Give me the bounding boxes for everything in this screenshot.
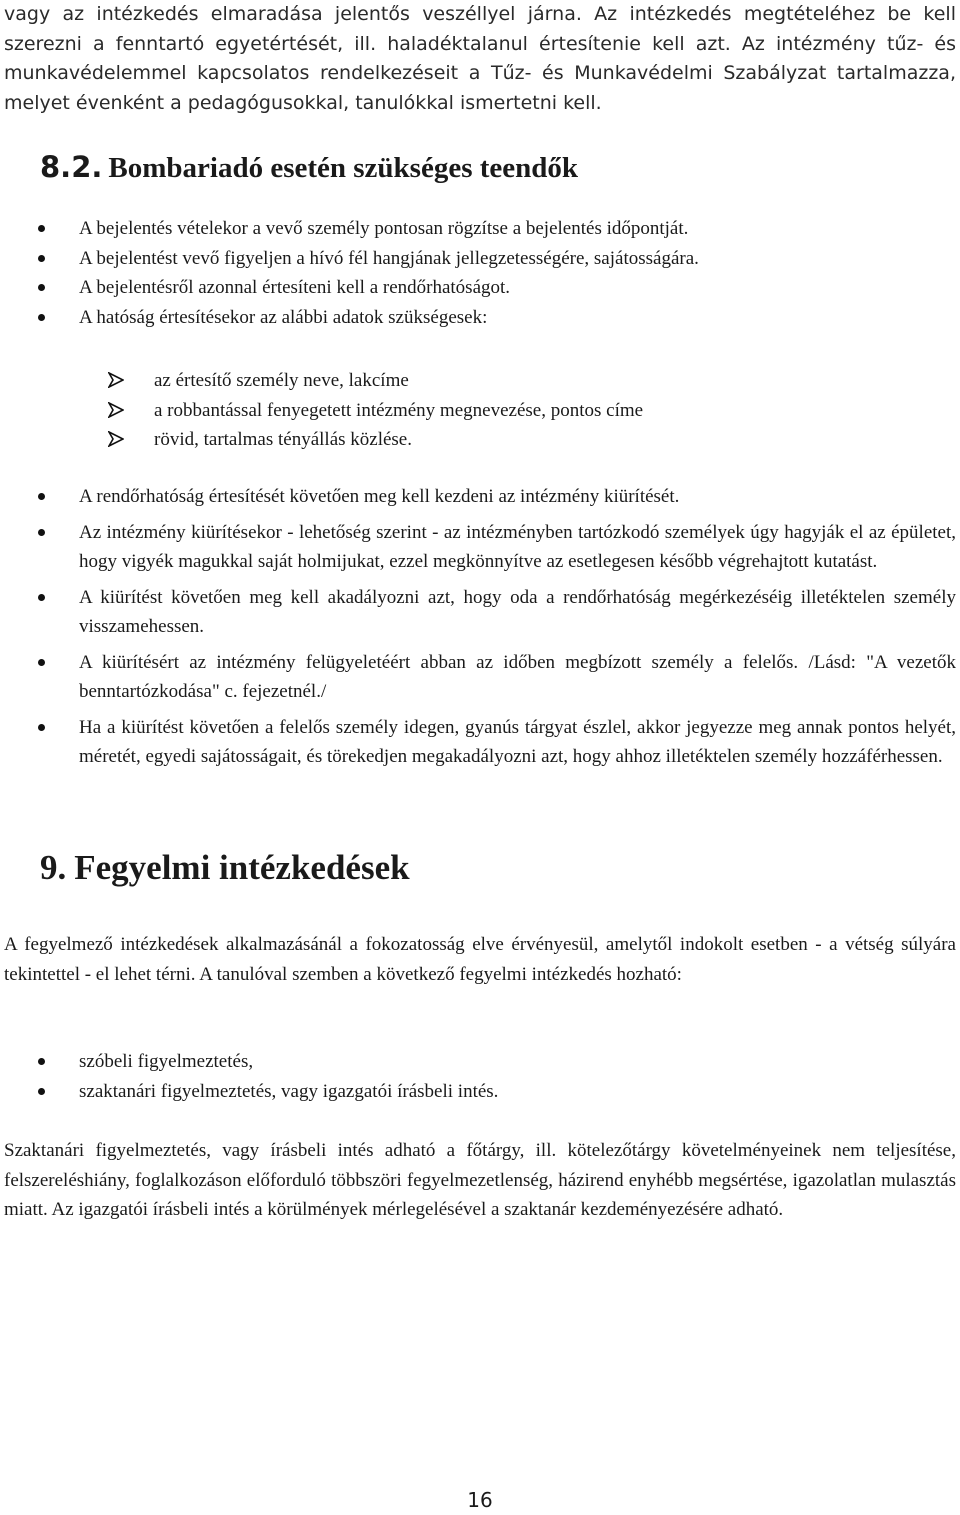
bullet-dot (38, 1058, 45, 1065)
list-item: A hatóság értesítésekor az alábbi adatok szükségesek: (0, 303, 956, 333)
list-item: a robbantással fenyegetett intézmény megnevezése, pontos címe (0, 396, 956, 426)
section-8-2-heading (40, 150, 578, 185)
required-data-sublist (0, 366, 956, 455)
bullet-dot (38, 314, 45, 321)
bullet-dot (38, 724, 45, 731)
bullet-dot (38, 255, 45, 262)
section-9-number: 9. (40, 848, 67, 887)
list-item: az értesítő személy neve, lakcíme (0, 366, 956, 396)
section-8-2-title: Bombariadó esetén szükséges teendők (108, 152, 579, 184)
bullet-dot (38, 529, 45, 536)
list-item: Ha a kiürítést követően a felelős személy idegen, gyanús tárgyat észlel, akkor jegyezze meg annak pontos helyét, méretét, egyedi sajátosságait, és törekedjen megakadályozni azt, hogy ahhoz illetéktelen személy hozzáférhessen. (0, 713, 956, 772)
list-item: A rendőrhatóság értesítését követően meg kell kezdeni az intézmény kiürítését. (0, 482, 956, 512)
page-number: 16 (467, 1488, 493, 1512)
list-item: szaktanári figyelmeztetés, vagy igazgatói írásbeli intés. (0, 1077, 956, 1107)
bullet-dot (38, 594, 45, 601)
disciplinary-closing-paragraph: Szaktanári figyelmeztetés, vagy írásbeli intés adható a főtárgy, ill. kötelezőtárgy követelményeinek nem teljesítése, felszereléshiány, foglalkozáson előforduló többszöri fegyelmezetlenség, házirend enyhébb megsértése, igazolatlan mulasztás miatt. Az igazgatói írásbeli intés a körülmények mérlegelésével a szaktanár kezdeményezésére adható. (4, 1140, 956, 1220)
list-item: szóbeli figyelmeztetés, (0, 1047, 956, 1077)
list-item: A bejelentésről azonnal értesíteni kell a rendőrhatóságot. (0, 273, 956, 303)
list-item: Az intézmény kiürítésekor - lehetőség szerint - az intézményben tartózkodó személyek úgy hagyják el az épületet, hogy vigyék magukkal saját holmijukat, ezzel megkönnyítve az esetlegesen később végrehajtott kutatást. (0, 518, 956, 577)
bullet-dot (38, 493, 45, 500)
section-9-heading (40, 848, 410, 888)
arrow-bullet-icon (108, 402, 124, 418)
list-item: A kiürítést követően meg kell akadályozni azt, hogy oda a rendőrhatóság megérkezéséig illetéktelen személy visszamehessen. (0, 583, 956, 642)
bomb-alert-bullets-b (0, 482, 956, 772)
bullet-dot (38, 284, 45, 291)
bullet-dot (38, 659, 45, 666)
arrow-bullet-icon (108, 431, 124, 447)
section-8-2-number: 8.2. (40, 150, 103, 184)
section-9-title: Fegyelmi intézkedések (74, 848, 410, 887)
list-item: rövid, tartalmas tényállás közlése. (0, 425, 956, 455)
disciplinary-intro-paragraph: A fegyelmező intézkedések alkalmazásánál a fokozatosság elve érvényesül, amelytől indokolt esetben - a vétség súlyára tekintettel - el lehet térni. A tanulóval szemben a következő fegyelmi intézkedés hozható: (4, 934, 956, 985)
bullet-dot (38, 225, 45, 232)
list-item: A bejelentést vevő figyeljen a hívó fél hangjának jellegzetességére, sajátosságára. (0, 244, 956, 274)
bomb-alert-bullets-a (0, 214, 956, 332)
disciplinary-measures-list (0, 1047, 956, 1106)
intro-paragraph: vagy az intézkedés elmaradása jelentős veszéllyel járna. Az intézkedés megtételéhez be kell szerezni a fenntartó egyetértését, ill. haladéktalanul értesítenie kell azt. Az intézmény tűz- és munkavédelemmel kapcsolatos rendelkezéseit a Tűz- és Munkavédelmi Szabályzat tartalmazza, melyet évenként a pedagógusokkal, tanulókkal ismertetni kell. (4, 3, 956, 114)
list-item: A bejelentés vételekor a vevő személy pontosan rögzítse a bejelentés időpontját. (0, 214, 956, 244)
arrow-bullet-icon (108, 372, 124, 388)
list-item: A kiürítésért az intézmény felügyeletéért abban az időben megbízott személy a felelős. /Lásd: "A vezetők benntartózkodása" c. fejezetnél./ (0, 648, 956, 707)
bullet-dot (38, 1088, 45, 1095)
